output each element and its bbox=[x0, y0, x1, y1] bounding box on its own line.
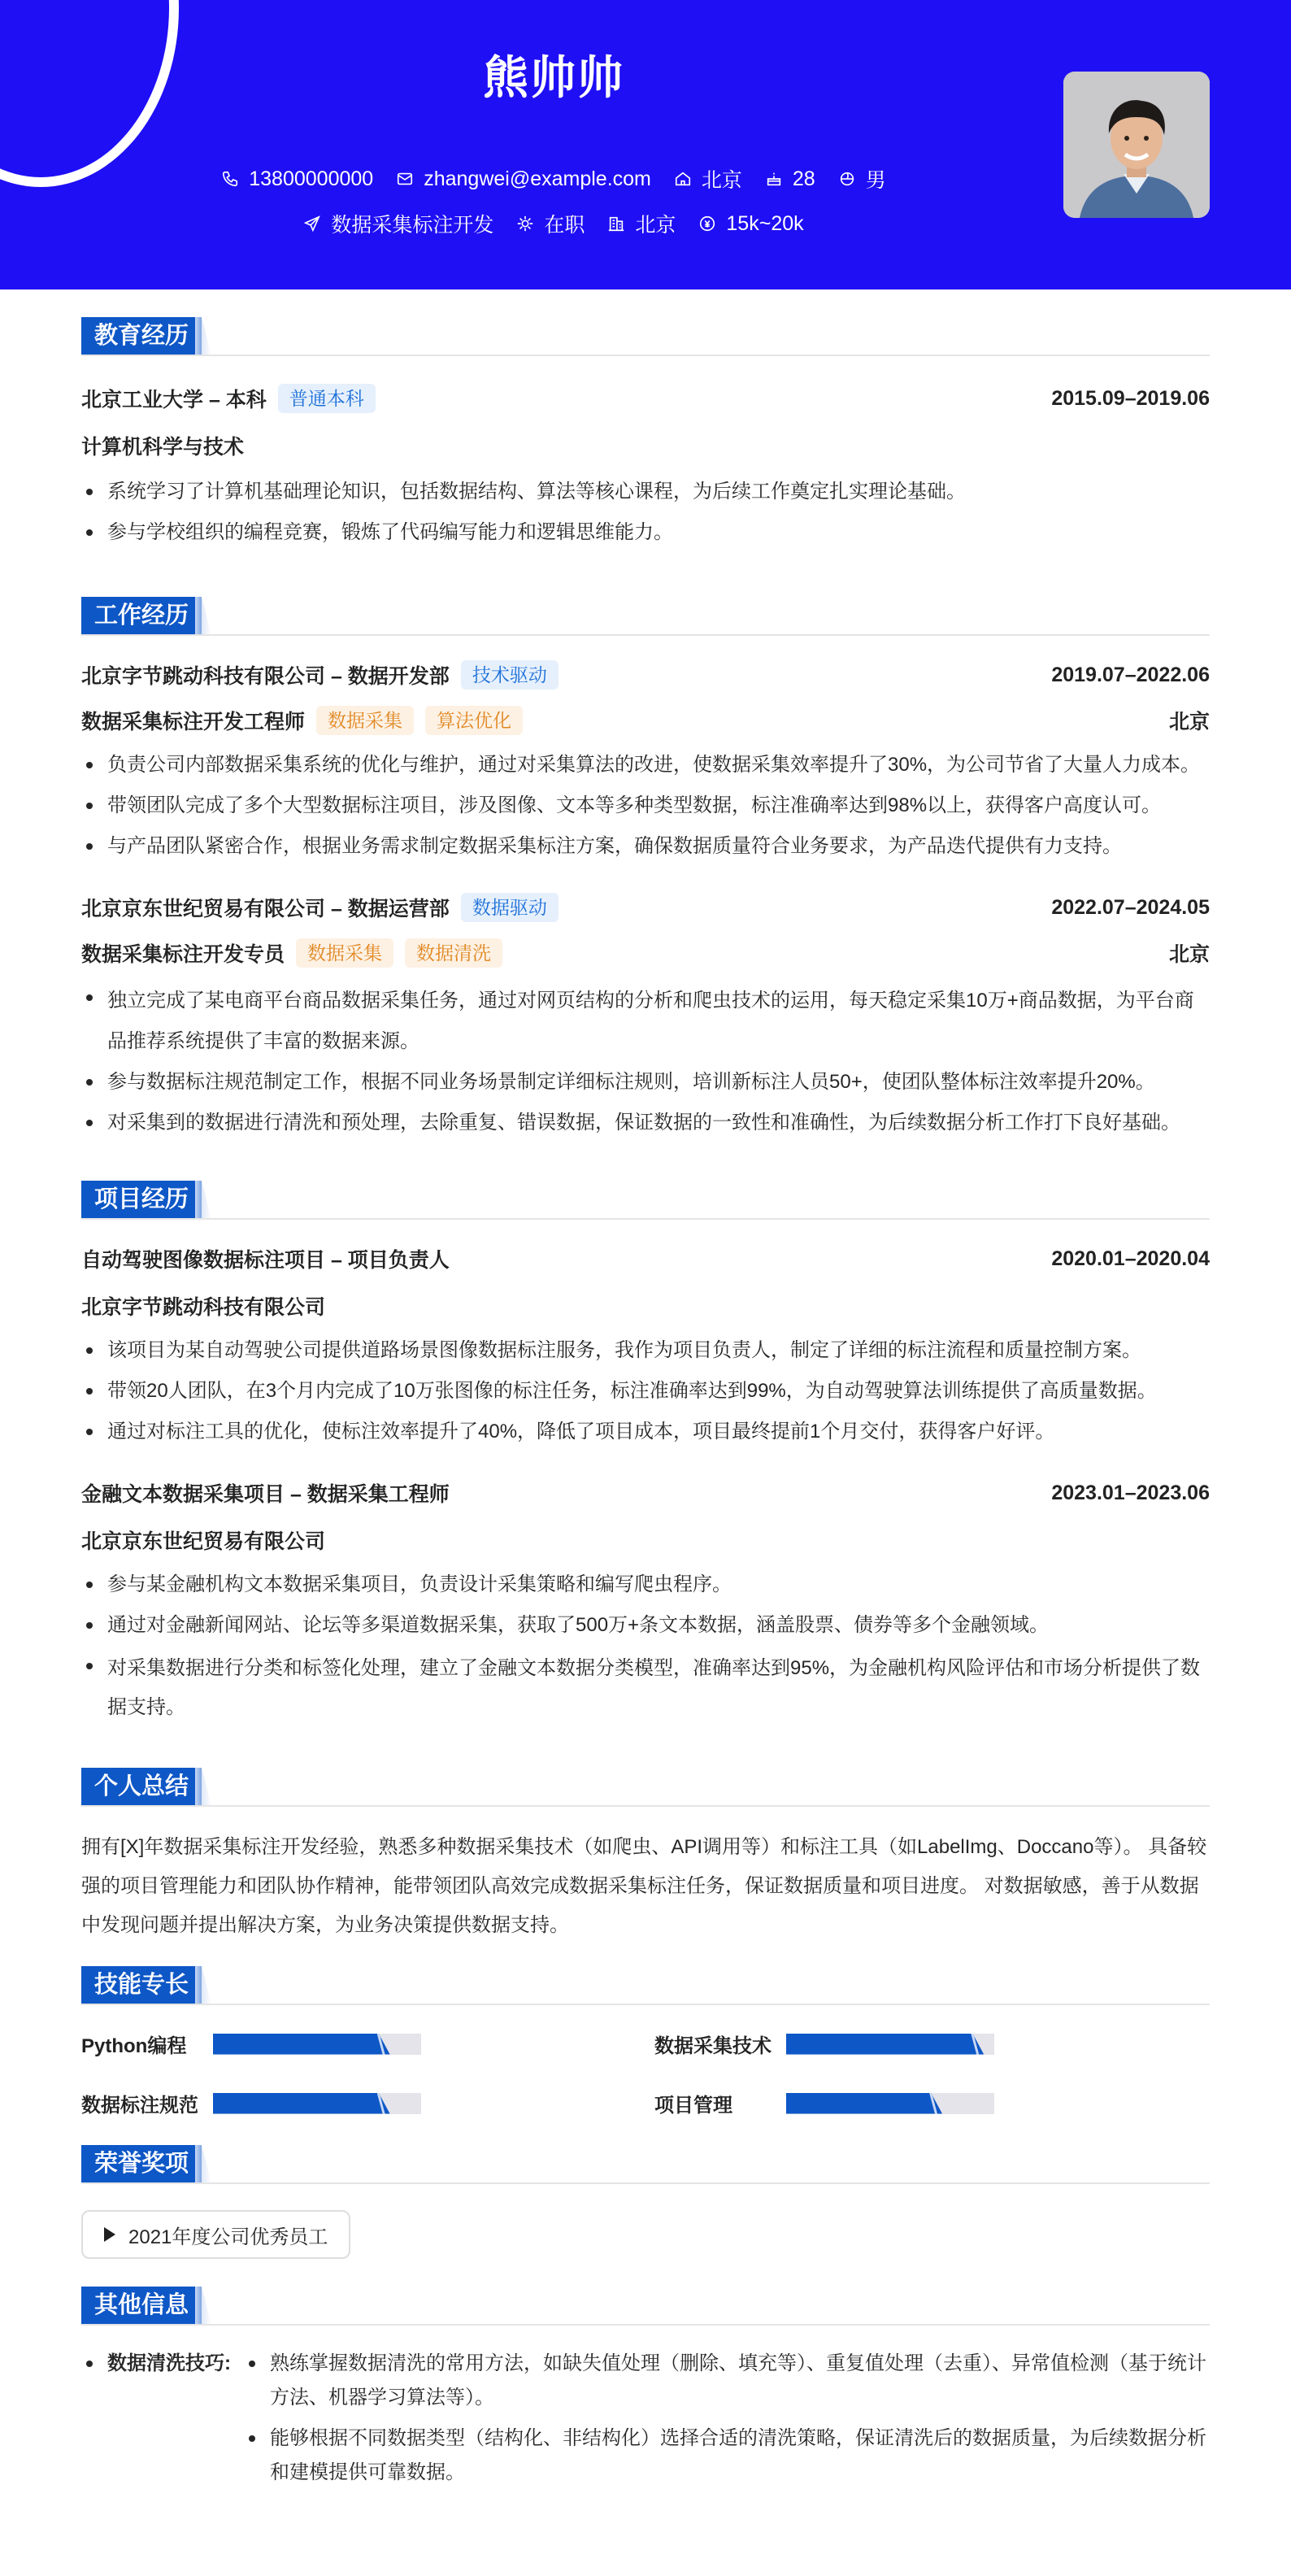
section-divider bbox=[81, 634, 1210, 636]
project-company-row bbox=[81, 1291, 1210, 1321]
section-label-tail bbox=[195, 317, 211, 355]
resume-header bbox=[0, 0, 1291, 289]
job-role: 数据采集标注开发工程师 bbox=[81, 711, 306, 733]
section-label-tail bbox=[195, 2145, 211, 2182]
other-info-label: 数据清洗技巧: bbox=[81, 2347, 244, 2490]
company-badge: 数据驱动 bbox=[461, 893, 559, 922]
profile-photo bbox=[1063, 72, 1210, 218]
resume-body bbox=[81, 317, 1210, 2490]
mail-icon bbox=[396, 170, 414, 188]
position-text: 数据采集标注开发 bbox=[331, 214, 494, 237]
gender-text: 男 bbox=[865, 169, 886, 192]
list-item: 参与某金融机构文本数据采集项目，负责设计采集策略和编写爬虫程序。 bbox=[81, 1568, 1210, 1602]
degree-badge: 普通本科 bbox=[278, 384, 376, 413]
role-tag: 数据采集 bbox=[296, 938, 393, 968]
skill-name: 数据采集技术 bbox=[654, 2035, 772, 2057]
work-city-text: 北京 bbox=[635, 214, 676, 237]
awards-section-title bbox=[81, 2145, 1210, 2184]
list-item: 通过对金融新闻网站、论坛等多渠道数据采集，获取了500万+条文本数据，涵盖股票、债券等多个金融领域。 bbox=[81, 1608, 1210, 1643]
salary-info bbox=[698, 212, 803, 236]
project-bullets bbox=[81, 1568, 1210, 1727]
summary-text: 拥有[X]年数据采集标注开发经验，熟悉多种数据采集技术（如爬虫、API调用等）和标注工具（如LabelImg、Doccano等）。 具备较强的项目管理能力和团队协作精神，能带领团队高效完成数据采集标注任务，保证数据质量和项目进度。 对数据敏感，善于从数据中发现问题并提出解决方案，为业务决策提供数据支持。 bbox=[81, 1836, 1207, 1936]
cake-icon bbox=[765, 170, 783, 188]
project-name: 金融文本数据采集项目 – 数据采集工程师 bbox=[81, 1483, 450, 1506]
awards-list bbox=[81, 2210, 1210, 2259]
phone-icon bbox=[221, 170, 239, 188]
job-bullets bbox=[81, 981, 1210, 1140]
list-item: 能够根据不同数据类型（结构化、非结构化）选择合适的清洗策略，保证清洗后的数据质量，为后续数据分析和建模提供可靠数据。 bbox=[244, 2422, 1210, 2490]
role-tag: 数据清洗 bbox=[405, 938, 502, 968]
section-divider bbox=[81, 2004, 1210, 2005]
project-company: 北京京东世纪贸易有限公司 bbox=[81, 1530, 326, 1553]
section-divider bbox=[81, 1805, 1210, 1807]
skill-item bbox=[654, 2030, 1210, 2058]
project-header-row bbox=[81, 1244, 1210, 1273]
other-info-bullets bbox=[244, 2347, 1210, 2490]
skill-bar bbox=[786, 2034, 994, 2055]
section-divider bbox=[81, 2182, 1210, 2184]
section-label-tail bbox=[195, 2287, 211, 2324]
section-label: 工作经历 bbox=[81, 597, 202, 634]
status-icon bbox=[516, 215, 534, 233]
education-bullets bbox=[81, 475, 1210, 550]
list-item: 对采集数据进行分类和标签化处理，建立了金融文本数据分类模型，准确率达到95%，为金融机构风险评估和市场分析提供了数据支持。 bbox=[81, 1649, 1210, 1727]
section-label: 其他信息 bbox=[81, 2287, 202, 2324]
salary-text: 15k~20k bbox=[726, 211, 804, 235]
job-intent-row bbox=[0, 209, 1107, 238]
section-label: 教育经历 bbox=[81, 317, 202, 355]
job-date: 2019.07–2022.06 bbox=[1051, 663, 1210, 686]
age-info bbox=[765, 168, 815, 191]
skill-bar-fill bbox=[213, 2034, 390, 2055]
skill-bar bbox=[213, 2093, 421, 2114]
phone-number: 13800000000 bbox=[249, 167, 374, 190]
position-info bbox=[303, 209, 493, 238]
list-item: 熟练掌握数据清洗的常用方法，如缺失值处理（删除、填充等）、重复值处理（去重）、异常值检测（基于统计方法、机器学习算法等）。 bbox=[244, 2347, 1210, 2415]
candidate-name: 熊帅帅 bbox=[483, 52, 624, 103]
coin-icon bbox=[698, 215, 716, 233]
project-name: 自动驾驶图像数据标注项目 – 项目负责人 bbox=[81, 1249, 450, 1272]
other-section-title bbox=[81, 2287, 1210, 2326]
project-header-row bbox=[81, 1478, 1210, 1508]
projects-section-title bbox=[81, 1181, 1210, 1220]
section-label: 荣誉奖项 bbox=[81, 2145, 202, 2182]
list-item: 带领20人团队，在3个月内完成了10万张图像的标注任务，标注准确率达到99%，为自动驾驶算法训练提供了高质量数据。 bbox=[81, 1374, 1210, 1408]
summary-section-title bbox=[81, 1768, 1210, 1807]
city-info bbox=[674, 164, 742, 194]
section-label: 个人总结 bbox=[81, 1768, 202, 1805]
status-text: 在职 bbox=[544, 214, 585, 237]
work-city-info bbox=[607, 209, 676, 238]
job-city: 北京 bbox=[1168, 943, 1210, 966]
home-icon bbox=[674, 170, 692, 188]
skill-name: 数据标注规范 bbox=[81, 2095, 198, 2117]
work-section-title bbox=[81, 597, 1210, 636]
job-role: 数据采集标注开发专员 bbox=[81, 943, 285, 966]
section-divider bbox=[81, 355, 1210, 356]
skill-bar-fill bbox=[213, 2093, 390, 2114]
education-section-title bbox=[81, 317, 1210, 356]
skill-bar bbox=[213, 2034, 421, 2055]
major-name: 计算机科学与技术 bbox=[81, 436, 245, 459]
company-badge: 技术驱动 bbox=[461, 660, 559, 690]
age-text: 28 bbox=[792, 167, 815, 190]
email-info bbox=[396, 168, 651, 191]
major-row bbox=[81, 431, 1210, 460]
list-item: 独立完成了某电商平台商品数据采集任务，通过对网页结构的分析和爬虫技术的运用，每天稳定采集10万+商品数据，为平台商品推荐系统提供了丰富的数据来源。 bbox=[81, 981, 1210, 1062]
section-label: 技能专长 bbox=[81, 1966, 202, 2004]
job-role-row bbox=[81, 706, 1210, 735]
project-bullets bbox=[81, 1334, 1210, 1449]
play-triangle-icon bbox=[104, 2227, 115, 2242]
award-text: 2021年度公司优秀员工 bbox=[128, 2226, 328, 2248]
list-item: 带领团队完成了多个大型数据标注项目，涉及图像、文本等多种类型数据，标注准确率达到98%以上，获得客户高度认可。 bbox=[81, 789, 1210, 823]
project-company: 北京字节跳动科技有限公司 bbox=[81, 1296, 326, 1319]
company-name: 北京字节跳动科技有限公司 – 数据开发部 bbox=[81, 665, 450, 688]
education-header-row bbox=[81, 384, 1210, 413]
education-date: 2015.09–2019.06 bbox=[1051, 386, 1210, 410]
list-item: 参与数据标注规范制定工作，根据不同业务场景制定详细标注规则，培训新标注人员50+，使团队整体标注效率提升20%。 bbox=[81, 1065, 1210, 1099]
job-bullets bbox=[81, 748, 1210, 864]
company-name: 北京京东世纪贸易有限公司 – 数据运营部 bbox=[81, 898, 450, 920]
section-label: 项目经历 bbox=[81, 1181, 202, 1218]
list-item: 与产品团队紧密合作，根据业务需求制定数据采集标注方案，确保数据质量符合业务要求，为产品迭代提供有力支持。 bbox=[81, 829, 1210, 864]
section-divider bbox=[81, 2324, 1210, 2326]
gender-icon bbox=[838, 170, 856, 188]
email-address: zhangwei@example.com bbox=[424, 167, 651, 190]
list-item: 对采集到的数据进行清洗和预处理，去除重复、错误数据，保证数据的一致性和准确性，为后续数据分析工作打下良好基础。 bbox=[81, 1106, 1210, 1140]
project-company-row bbox=[81, 1525, 1210, 1555]
section-label-tail bbox=[195, 1181, 211, 1218]
skill-name: 项目管理 bbox=[654, 2095, 732, 2117]
job-header-row bbox=[81, 660, 1210, 690]
skills-grid bbox=[81, 2030, 1210, 2117]
job-role-row bbox=[81, 938, 1210, 968]
skill-bar bbox=[786, 2093, 994, 2114]
project-date: 2020.01–2020.04 bbox=[1051, 1247, 1210, 1270]
section-label-tail bbox=[195, 1966, 211, 2004]
city-text: 北京 bbox=[701, 169, 742, 192]
skill-bar-fill bbox=[786, 2034, 984, 2055]
section-divider bbox=[81, 1218, 1210, 1220]
job-date: 2022.07–2024.05 bbox=[1051, 895, 1210, 919]
skill-bar-fill bbox=[786, 2093, 942, 2114]
phone-info bbox=[221, 168, 373, 191]
skill-item bbox=[81, 2030, 654, 2058]
skill-item bbox=[81, 2089, 654, 2117]
list-item: 负责公司内部数据采集系统的优化与维护，通过对采集算法的改进，使数据采集效率提升了30%，为公司节省了大量人力成本。 bbox=[81, 748, 1210, 782]
job-city: 北京 bbox=[1168, 711, 1210, 733]
role-tag: 数据采集 bbox=[316, 706, 414, 735]
skill-item bbox=[654, 2089, 1210, 2117]
other-info-block bbox=[81, 2347, 1210, 2490]
list-item: 系统学习了计算机基础理论知识，包括数据结构、算法等核心课程，为后续工作奠定扎实理论基础。 bbox=[81, 475, 1210, 509]
building-icon bbox=[607, 215, 625, 233]
role-tag: 算法优化 bbox=[425, 706, 523, 735]
gender-info bbox=[838, 164, 886, 194]
section-label-tail bbox=[195, 1768, 211, 1805]
section-label-tail bbox=[195, 597, 211, 634]
skills-section-title bbox=[81, 1966, 1210, 2005]
list-item: 该项目为某自动驾驶公司提供道路场景图像数据标注服务，我作为项目负责人，制定了详细的标注流程和质量控制方案。 bbox=[81, 1334, 1210, 1368]
send-icon bbox=[303, 215, 321, 233]
contact-row bbox=[0, 164, 1107, 194]
status-info bbox=[516, 209, 585, 238]
avatar-illustration bbox=[1063, 72, 1210, 218]
job-header-row bbox=[81, 893, 1210, 922]
school-name: 北京工业大学 – 本科 bbox=[81, 389, 267, 411]
list-item: 通过对标注工具的优化，使标注效率提升了40%，降低了项目成本，项目最终提前1个月交付，获得客户好评。 bbox=[81, 1415, 1210, 1449]
award-item bbox=[81, 2210, 350, 2259]
list-item: 参与学校组织的编程竞赛，锻炼了代码编写能力和逻辑思维能力。 bbox=[81, 516, 1210, 550]
project-date: 2023.01–2023.06 bbox=[1051, 1481, 1210, 1504]
skill-name: Python编程 bbox=[81, 2035, 187, 2057]
